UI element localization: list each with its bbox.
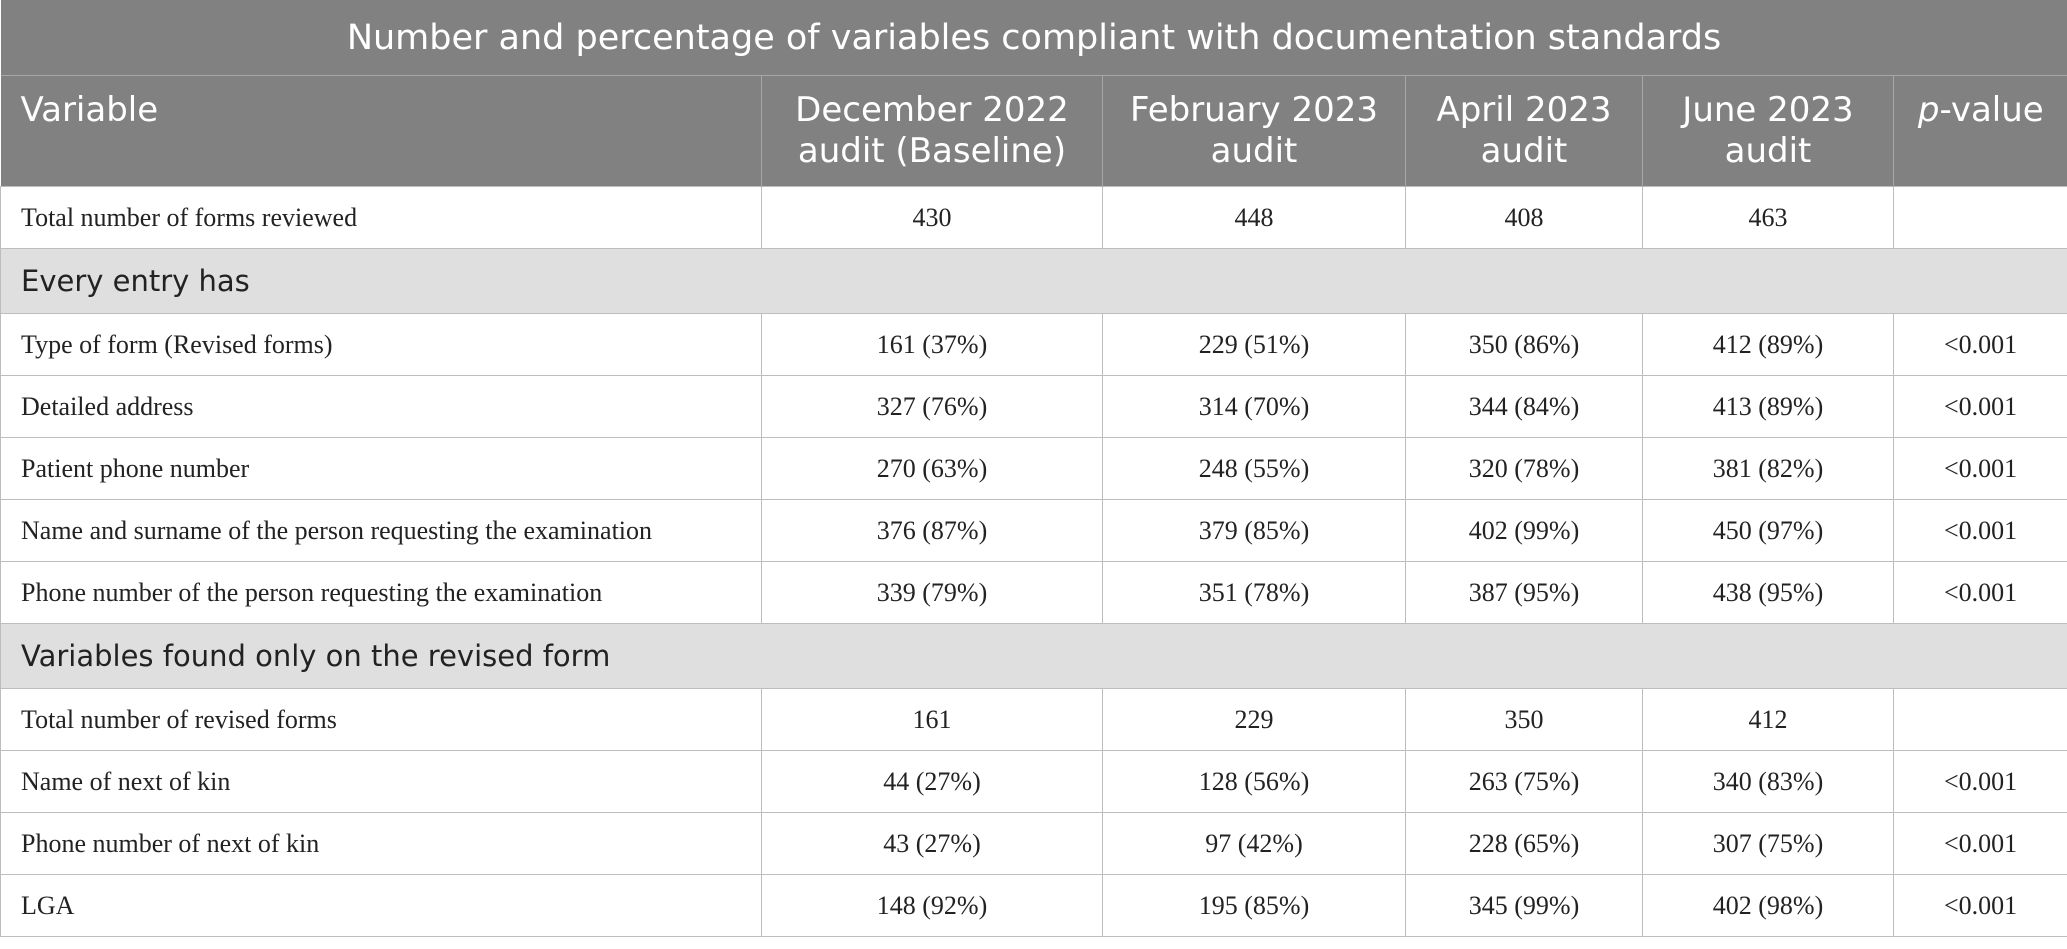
cell-jun-2023: 438 (95%) <box>1643 562 1894 624</box>
table-row <box>1 875 2067 937</box>
cell-p-value: <0.001 <box>1894 562 2067 624</box>
row-label: Total number of revised forms <box>1 689 762 751</box>
table-title: Number and percentage of variables compliant with documentation standards <box>1 0 2067 76</box>
cell-apr-2023: 345 (99%) <box>1406 875 1643 937</box>
cell-dec-2022: 161 (37%) <box>762 314 1103 376</box>
cell-apr-2023: 387 (95%) <box>1406 562 1643 624</box>
cell-apr-2023: 320 (78%) <box>1406 438 1643 500</box>
row-label: Phone number of next of kin <box>1 813 762 875</box>
cell-dec-2022: 327 (76%) <box>762 376 1103 438</box>
cell-apr-2023: 350 (86%) <box>1406 314 1643 376</box>
cell-dec-2022: 44 (27%) <box>762 751 1103 813</box>
table-row <box>1 813 2067 875</box>
table-row <box>1 438 2067 500</box>
cell-dec-2022: 270 (63%) <box>762 438 1103 500</box>
cell-p-value: <0.001 <box>1894 500 2067 562</box>
cell-apr-2023: 344 (84%) <box>1406 376 1643 438</box>
cell-p-value: <0.001 <box>1894 875 2067 937</box>
header-variable: Variable <box>1 76 762 187</box>
table-row-total-forms <box>1 187 2067 249</box>
section-title: Variables found only on the revised form <box>1 624 2067 689</box>
cell-apr-2023: 408 <box>1406 187 1643 249</box>
section-title: Every entry has <box>1 249 2067 314</box>
row-label: Patient phone number <box>1 438 762 500</box>
row-label: Type of form (Revised forms) <box>1 314 762 376</box>
cell-jun-2023: 450 (97%) <box>1643 500 1894 562</box>
cell-p-value: <0.001 <box>1894 438 2067 500</box>
header-p-value: p-value <box>1894 76 2067 187</box>
cell-jun-2023: 412 (89%) <box>1643 314 1894 376</box>
section-header-every-entry <box>1 249 2067 314</box>
cell-dec-2022: 376 (87%) <box>762 500 1103 562</box>
row-label: Name of next of kin <box>1 751 762 813</box>
table-row <box>1 314 2067 376</box>
cell-dec-2022: 430 <box>762 187 1103 249</box>
table-row <box>1 376 2067 438</box>
cell-dec-2022: 161 <box>762 689 1103 751</box>
cell-apr-2023: 263 (75%) <box>1406 751 1643 813</box>
row-label: Detailed address <box>1 376 762 438</box>
cell-feb-2023: 379 (85%) <box>1103 500 1406 562</box>
cell-feb-2023: 351 (78%) <box>1103 562 1406 624</box>
cell-feb-2023: 448 <box>1103 187 1406 249</box>
row-label: Name and surname of the person requesting the examination <box>1 500 762 562</box>
cell-apr-2023: 350 <box>1406 689 1643 751</box>
cell-apr-2023: 228 (65%) <box>1406 813 1643 875</box>
row-label: Total number of forms reviewed <box>1 187 762 249</box>
cell-feb-2023: 229 (51%) <box>1103 314 1406 376</box>
cell-apr-2023: 402 (99%) <box>1406 500 1643 562</box>
cell-feb-2023: 229 <box>1103 689 1406 751</box>
header-february-2023: February 2023 audit <box>1103 76 1406 187</box>
cell-jun-2023: 463 <box>1643 187 1894 249</box>
cell-dec-2022: 339 (79%) <box>762 562 1103 624</box>
cell-jun-2023: 413 (89%) <box>1643 376 1894 438</box>
cell-p-value <box>1894 187 2067 249</box>
row-label: LGA <box>1 875 762 937</box>
cell-jun-2023: 307 (75%) <box>1643 813 1894 875</box>
cell-p-value: <0.001 <box>1894 314 2067 376</box>
cell-jun-2023: 412 <box>1643 689 1894 751</box>
row-label: Phone number of the person requesting the examination <box>1 562 762 624</box>
cell-jun-2023: 340 (83%) <box>1643 751 1894 813</box>
header-december-2022: December 2022 audit (Baseline) <box>762 76 1103 187</box>
section-header-revised-form <box>1 624 2067 689</box>
cell-jun-2023: 381 (82%) <box>1643 438 1894 500</box>
header-june-2023: June 2023 audit <box>1643 76 1894 187</box>
cell-dec-2022: 43 (27%) <box>762 813 1103 875</box>
cell-p-value <box>1894 689 2067 751</box>
cell-jun-2023: 402 (98%) <box>1643 875 1894 937</box>
cell-feb-2023: 248 (55%) <box>1103 438 1406 500</box>
cell-p-value: <0.001 <box>1894 813 2067 875</box>
table-row <box>1 500 2067 562</box>
header-april-2023: April 2023 audit <box>1406 76 1643 187</box>
table-row <box>1 751 2067 813</box>
cell-p-value: <0.001 <box>1894 751 2067 813</box>
cell-dec-2022: 148 (92%) <box>762 875 1103 937</box>
cell-feb-2023: 128 (56%) <box>1103 751 1406 813</box>
cell-feb-2023: 314 (70%) <box>1103 376 1406 438</box>
cell-p-value: <0.001 <box>1894 376 2067 438</box>
table-row <box>1 562 2067 624</box>
cell-feb-2023: 97 (42%) <box>1103 813 1406 875</box>
table-row <box>1 689 2067 751</box>
cell-feb-2023: 195 (85%) <box>1103 875 1406 937</box>
